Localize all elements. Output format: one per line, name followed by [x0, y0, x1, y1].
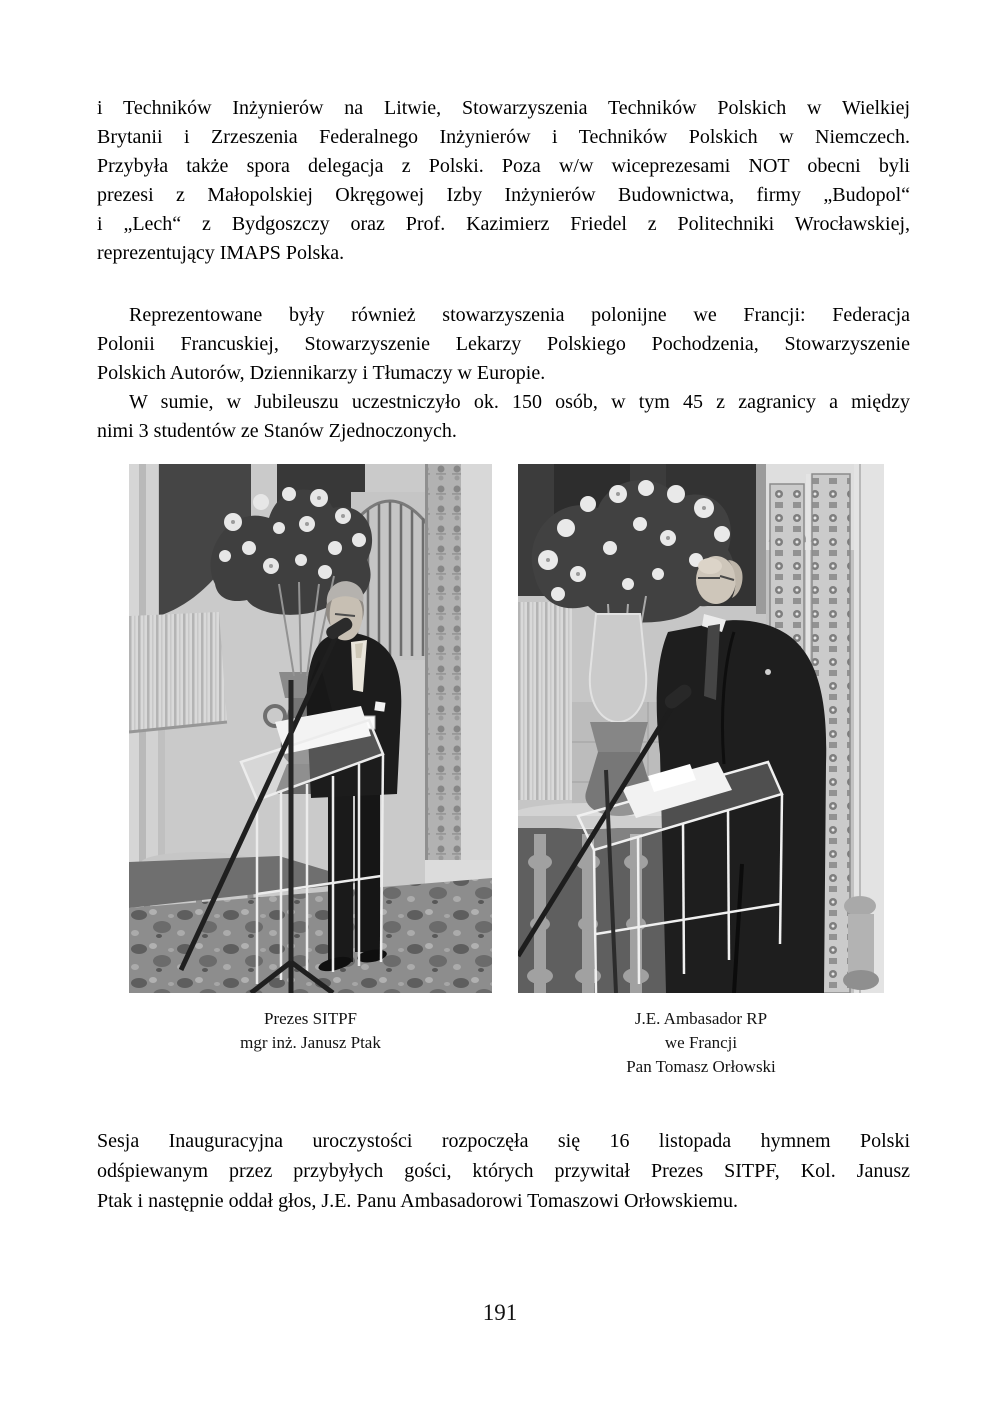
caption-line: mgr inż. Janusz Ptak — [240, 1033, 381, 1052]
caption-line: Prezes SITPF — [263, 1009, 358, 1028]
text-line: prezesi z Małopolskiej Okręgowej Izby Inżynierów Budownictwa, firmy „Budopol“ — [97, 184, 910, 206]
text-line: W sumie, w Jubileuszu uczestniczyło ok. 150 osób, w tym 45 z zagranicy a między — [129, 391, 910, 413]
wall-panel — [461, 464, 492, 882]
photo-ambasador-rp-image — [518, 464, 884, 993]
lamp-shade — [129, 612, 227, 732]
text-line: nimi 3 studentów ze Stanów Zjednoczonych. — [97, 420, 457, 442]
photo-ambasador-rp — [518, 464, 884, 993]
lapel-pin — [765, 669, 771, 675]
caption-right — [518, 1007, 884, 1079]
caption-line: J.E. Ambasador RP — [634, 1009, 768, 1028]
paragraph-3 — [97, 388, 910, 446]
paragraph-4 — [97, 1126, 910, 1216]
gilt-frame-edge — [756, 464, 766, 614]
caption-line: we Francji — [664, 1033, 738, 1052]
photo-prezes-sitpf — [129, 464, 492, 993]
glass-vase — [590, 614, 646, 722]
page-number: 191 — [482, 1300, 518, 1325]
caption-left — [129, 1007, 492, 1055]
text-line: Reprezentowane były również stowarzyszenia polonijne we Francji: Federacja — [129, 304, 910, 326]
text-line: reprezentujący IMAPS Polska. — [97, 242, 345, 264]
text-line: Sesja Inauguracyjna uroczystości rozpoczęła się 16 listopada hymnem Polski — [97, 1130, 910, 1152]
curtain — [518, 602, 572, 800]
carved-pilaster — [428, 464, 461, 882]
text-line: Brytanii i Zrzeszenia Federalnego Inżynierów i Techników Polskich w Niemczech. — [97, 126, 910, 148]
text-line: Przybyła także spora delegacja z Polski. Poza w/w wiceprezesami NOT obecni byli — [97, 155, 910, 177]
baluster-base — [843, 896, 879, 990]
paragraph-2 — [97, 301, 910, 388]
text-line: Ptak i następnie oddał głos, J.E. Panu Ambasadorowi Tomaszowi Orłowskiemu. — [97, 1190, 738, 1212]
text-line: Polonii Francuskiej, Stowarzyszenie Lekarzy Polskiego Pochodzenia, Stowarzyszenie — [97, 333, 910, 355]
pilaster-edge — [425, 464, 428, 882]
photo-prezes-sitpf-image — [129, 464, 492, 993]
paragraph-1 — [97, 94, 910, 268]
text-line: i Techników Inżynierów na Litwie, Stowarzyszenia Techników Polskich w Wielkiej — [97, 97, 910, 119]
text-line: Polskich Autorów, Dziennikarzy i Tłumaczy w Europie. — [97, 362, 546, 384]
text-line: i „Lech“ z Bydgoszczy oraz Prof. Kazimierz Friedel z Politechniki Wrocławskiej, — [97, 213, 910, 235]
text-line: odśpiewanym przez przybyłych gości, których przywitał Prezes SITPF, Kol. Janusz — [97, 1160, 910, 1182]
caption-line: Pan Tomasz Orłowski — [626, 1057, 776, 1076]
